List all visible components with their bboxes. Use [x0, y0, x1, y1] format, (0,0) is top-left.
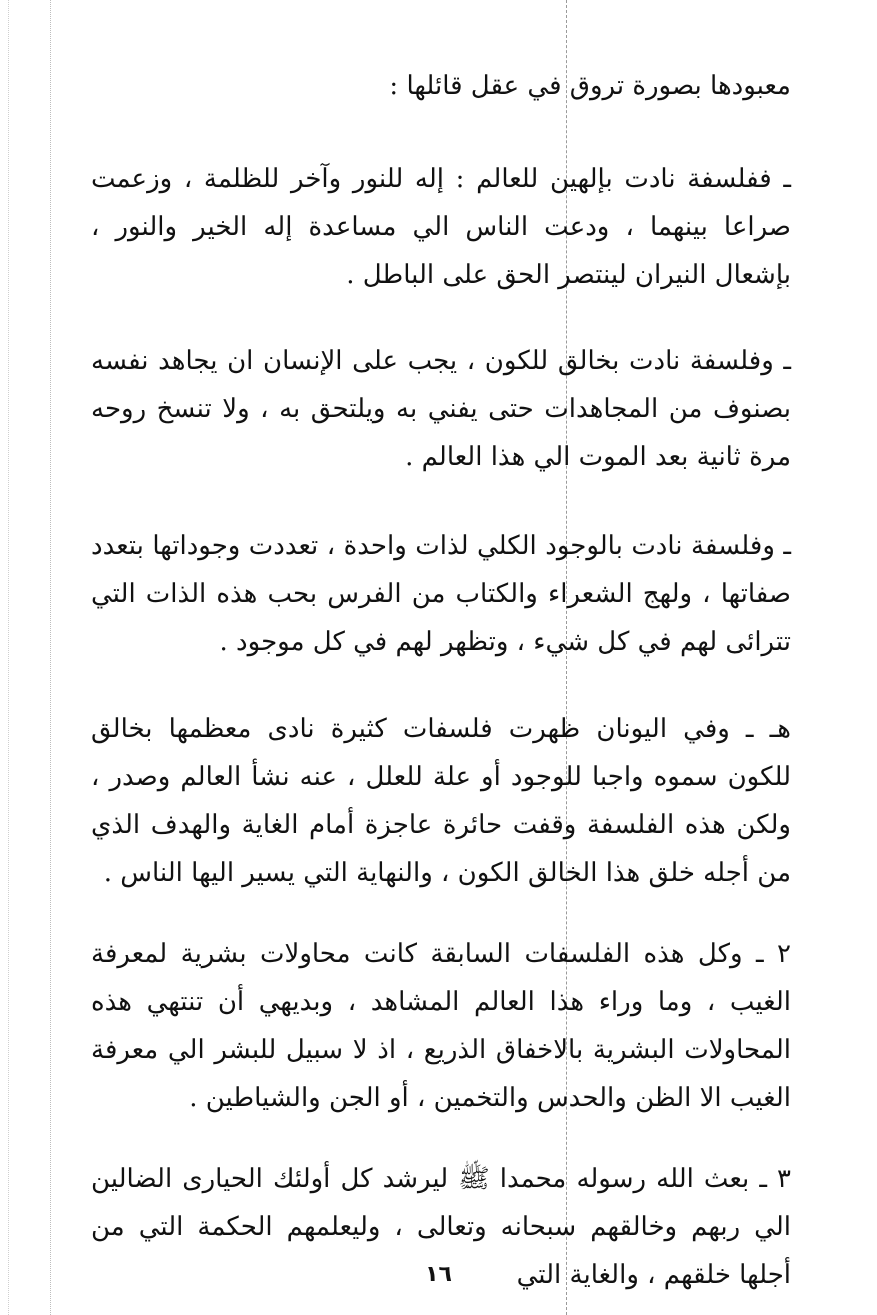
paragraph-point-three: ٣ ـ بعث الله رسوله محمدا ﷺ ليرشد كل أولئك الحيارى الضالين الي ربهم وخالقهم سبحانه وتعالى ، وليعلمهم الحكمة التي من أجلها خلقهم ، والغاية التي [91, 1164, 791, 1290]
page-edge-line [8, 0, 9, 1315]
paragraph-pantheism-philosophy: ـ وفلسفة نادت بالوجود الكلي لذات واحدة ، تعددت وجوداتها بتعدد صفاتها ، ولهج الشعراء والكتاب من الفرس بحب هذه الذات التي تترائى لهم في كل شيء ، وتظهر لهم في كل موجود . [91, 531, 791, 657]
paragraph-point-two: ٢ ـ وكل هذه الفلسفات السابقة كانت محاولات بشرية لمعرفة الغيب ، وما وراء هذا العالم المشاهد ، وبديهي أن تنتهي هذه المحاولات البشرية بالاخفاق الذريع ، اذ لا سبيل للبشر الي معرفة الغيب الا الظن والحدس والتخمين ، أو الجن والشياطين . [91, 939, 791, 1113]
paragraph-dualist-philosophy: ـ ففلسفة نادت بإلهين للعالم : إله للنور وآخر للظلمة ، وزعمت صراعا بينهما ، ودعت الناس الي مساعدة إله الخير والنور ، بإشعال النيران لينتصر الحق على الباطل . [91, 164, 791, 290]
paragraph-greek-philosophy: هـ ـ وفي اليونان ظهرت فلسفات كثيرة نادى معظمها بخالق للكون سموه واجبا للوجود أو علة للعلل ، عنه نشأ العالم وصدر ، ولكن هذه الفلسفة وقفت حائرة عاجزة أمام الغاية والهدف الذي من أجله خلق هذا الخالق الكون ، والنهاية التي يسير اليها الناس . [91, 714, 791, 888]
page-edge-line [50, 0, 51, 1315]
paragraph-intro-line: معبودها بصورة تروق في عقل قائلها : [389, 71, 791, 101]
paragraph-creator-philosophy: ـ وفلسفة نادت بخالق للكون ، يجب على الإنسان ان يجاهد نفسه بصنوف من المجاهدات حتى يفني به ويلتحق به ، ولا تنسخ روحه مرة ثانية بعد الموت الي هذا العالم . [91, 346, 791, 472]
page-number: ١٦ [425, 1262, 452, 1287]
